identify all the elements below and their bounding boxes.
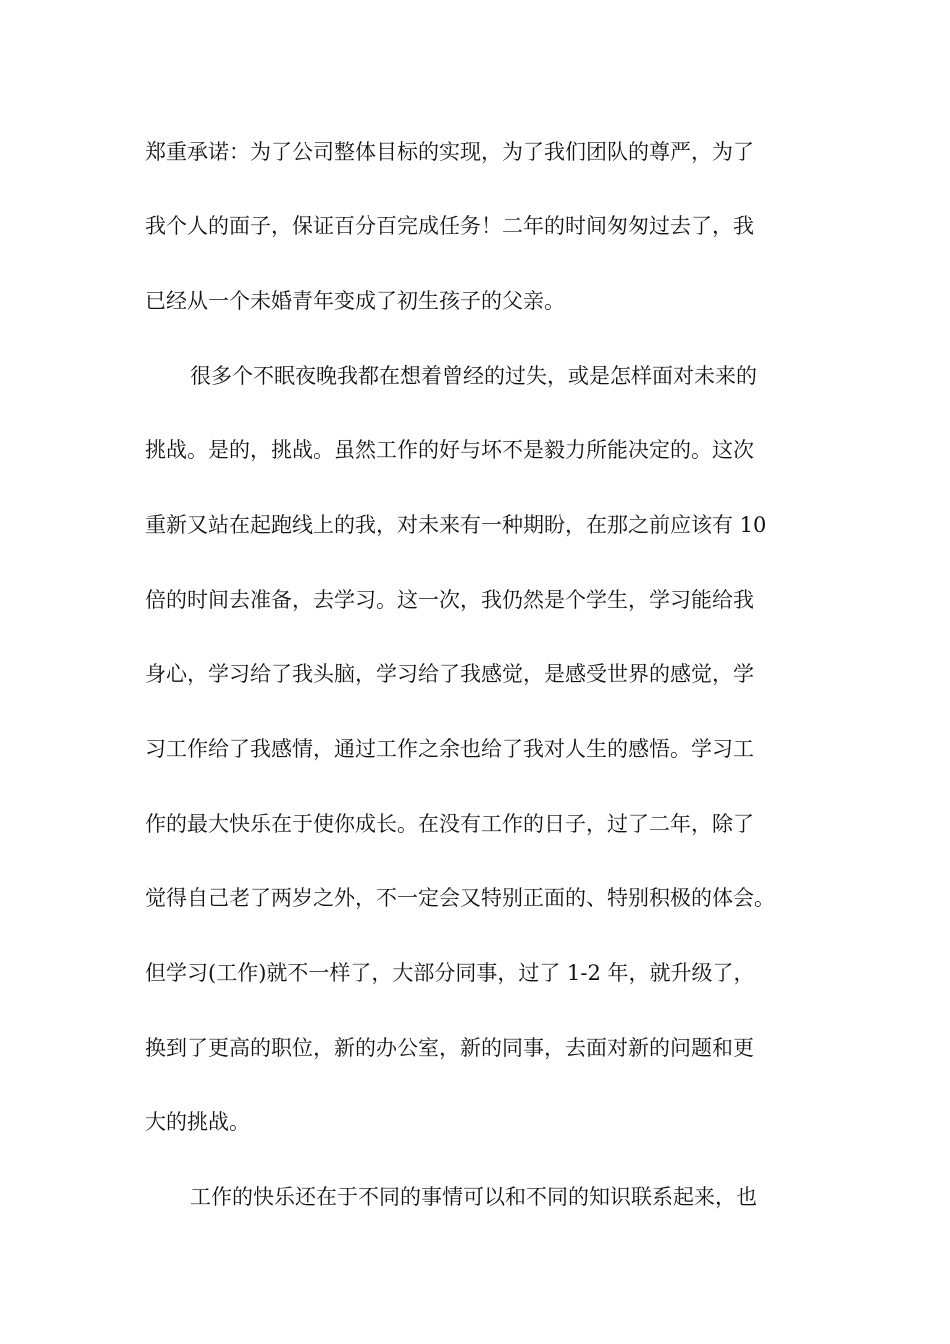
paragraph-line: 倍的时间去准备，去学习。这一次，我仍然是个学生，学习能给我 <box>145 588 754 612</box>
paragraph-line: 挑战。是的，挑战。虽然工作的好与坏不是毅力所能决定的。这次 <box>145 438 754 462</box>
paragraph-line: 身心，学习给了我头脑，学习给了我感觉，是感受世界的感觉，学 <box>145 662 754 686</box>
paragraph-line: 觉得自己老了两岁之外，不一定会又特别正面的、特别积极的体会。 <box>145 886 775 910</box>
paragraph-line: 很多个不眠夜晚我都在想着曾经的过失，或是怎样面对未来的 <box>190 364 757 388</box>
paragraph-line: 我个人的面子，保证百分百完成任务！二年的时间匆匆过去了，我 <box>145 214 754 238</box>
paragraph-line: 工作的快乐还在于不同的事情可以和不同的知识联系起来，也 <box>190 1185 757 1209</box>
paragraph-line: 习工作给了我感情，通过工作之余也给了我对人生的感悟。学习工 <box>145 737 754 761</box>
paragraph-line: 已经从一个未婚青年变成了初生孩子的父亲。 <box>145 289 565 313</box>
paragraph-line: 大的挑战。 <box>145 1110 250 1134</box>
paragraph-line: 换到了更高的职位，新的办公室，新的同事，去面对新的问题和更 <box>145 1036 754 1060</box>
paragraph-line: 作的最大快乐在于使你成长。在没有工作的日子，过了二年，除了 <box>145 812 754 836</box>
paragraph-line: 郑重承诺：为了公司整体目标的实现，为了我们团队的尊严，为了 <box>145 140 754 164</box>
paragraph-line: 但学习(工作)就不一样了，大部分同事，过了 1-2 年，就升级了， <box>145 961 755 985</box>
paragraph-line: 重新又站在起跑线上的我，对未来有一种期盼，在那之前应该有 10 <box>145 513 767 537</box>
